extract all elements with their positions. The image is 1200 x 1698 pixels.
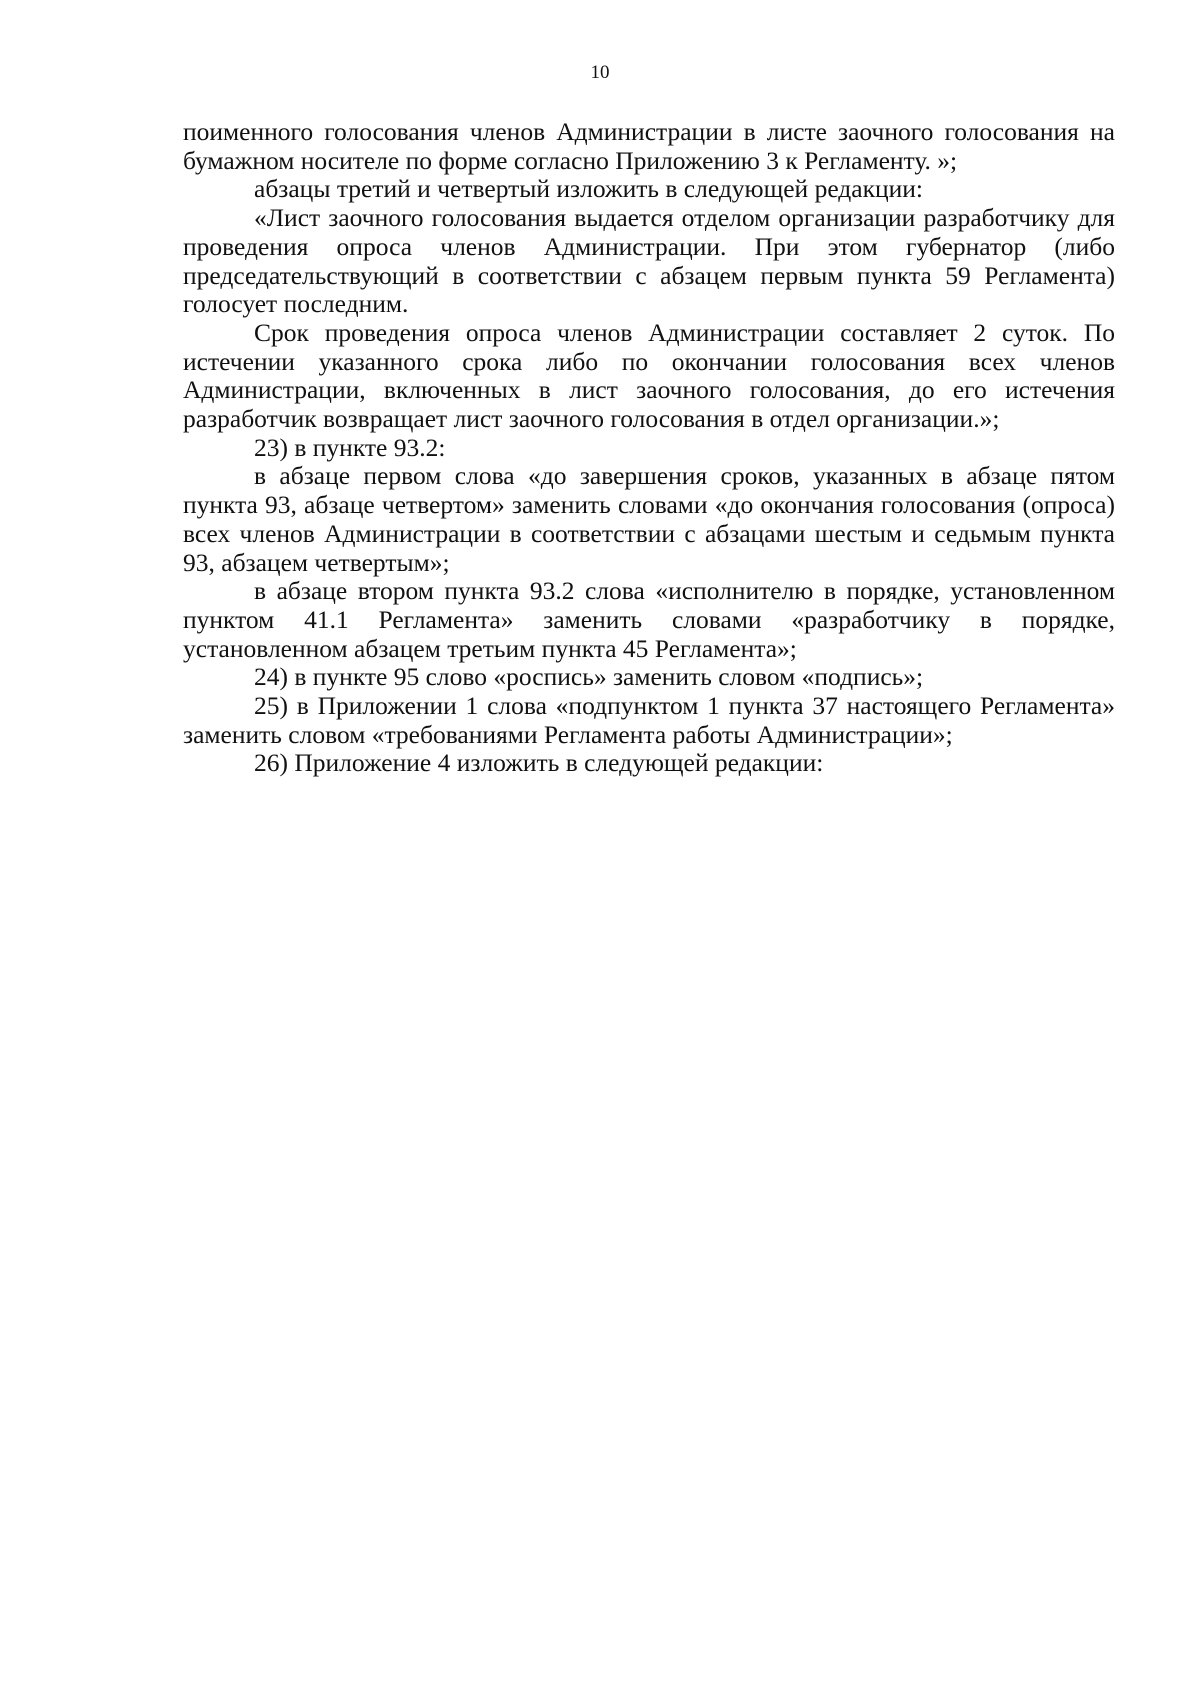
paragraph-second-abzats-93-2: в абзаце втором пункта 93.2 слова «исполнителю в порядке, установленном пунктом 41.1 Регламента» заменить словами «разработчику в порядке, установленном абзацем третьим пункта 45 Регламента»; xyxy=(183,576,1115,663)
paragraph-item-25: 25) в Приложении 1 слова «подпунктом 1 пункта 37 настоящего Регламента» заменить словом «требованиями Регламента работы Администрации»; xyxy=(183,691,1115,749)
paragraph-item-24: 24) в пункте 95 слово «роспись» заменить словом «подпись»; xyxy=(254,662,924,692)
paragraph-item-23: 23) в пункте 93.2: xyxy=(254,432,446,462)
paragraph-voting-sheet-continuation: поименного голосования членов Администрации в листе заочного голосования на бумажном носителе по форме согласно Приложению 3 к Регламенту. »; xyxy=(183,117,1115,175)
paragraph-first-abzats-93-2: в абзаце первом слова «до завершения сроков, указанных в абзаце пятом пункта 93, абзаце четвертом» заменить словами «до окончания голосования (опроса) всех членов Администрации в соответствии с абзацами шестым и седьмым пункта 93, абзацем четвертым»; xyxy=(183,461,1115,577)
paragraph-voting-sheet-issue: «Лист заочного голосования выдается отделом организации разработчику для проведения опроса членов Администрации. При этом губернатор (либо председательствующий в соответствии с абзацем первым пункта 59 Регламента) голосует последним. xyxy=(183,203,1115,319)
paragraph-survey-term: Срок проведения опроса членов Администрации составляет 2 суток. По истечении указанного срока либо по окончании голосования всех членов Администрации, включенных в лист заочного голосования, до его истечения разработчик возвращает лист заочного голосования в отдел организации.»; xyxy=(183,317,1115,434)
paragraph-third-fourth-abzats: абзацы третий и четвертый изложить в следующей редакции: xyxy=(254,174,924,204)
document-body xyxy=(183,118,1115,778)
page-number: 10 xyxy=(590,62,610,83)
paragraph-item-26: 26) Приложение 4 изложить в следующей редакции: xyxy=(254,748,824,778)
